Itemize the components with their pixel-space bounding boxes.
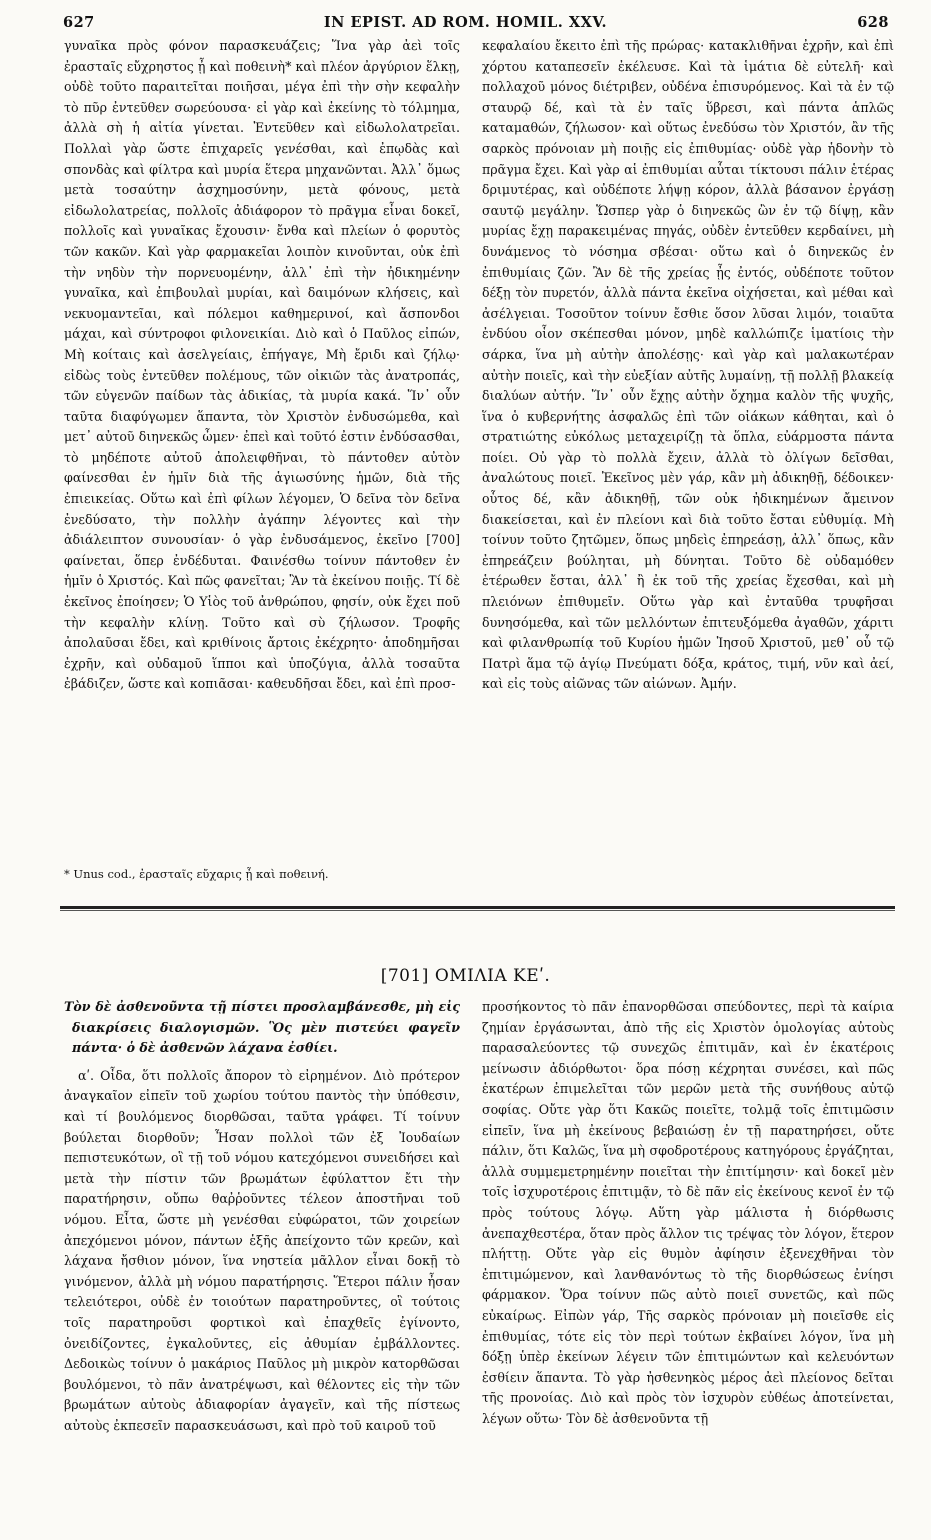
column-a-text: γυναῖκα πρὸς φόνον παρασκευάζεις; Ἵνα γὰρ ἀεὶ τοῖς ἐρασταῖς εὔχρηστος ᾖ καὶ ποθεινὴ* καὶ πλέον ἀργύριον ἕλκῃ, οὐδὲ τοῦτο παραιτεῖται ποιῆσαι, μέγα ἐπὶ τὴν σὴν κεφαλὴν τὸ πῦρ ἐντεῦθεν σωρεύουσα· εἰ γὰρ καὶ ἐκείνης τὸ τόλμημα, ἀλλὰ σὴ ἡ αἰτία γίνεται. Ἐντεῦθεν καὶ εἰδωλολατρεῖαι. Πολλαὶ γὰρ ὥστε ἐπιχαρεῖς γενέσθαι, καὶ ἐπῳδὰς καὶ σπονδὰς καὶ φίλτρα καὶ μυρία ἕτερα μηχανῶνται. Ἀλλ᾽ ὅμως μετὰ τοσαύτην ἀσχημοσύνην, μετὰ φόνους, μετὰ εἰδωλολατρείας, πολλοῖς ἀδιάφορον τὸ πρᾶγμα εἶναι δοκεῖ, πολλοῖς καὶ γυναῖκας ἔχουσιν· ἔνθα καὶ πλείων ὁ φορυτὸς τῶν κακῶν. Καὶ γὰρ φαρμακεῖαι λοιπὸν κινοῦνται, οὐκ ἐπὶ τὴν νηδὺν τὴν πορνευομένην, ἀλλ᾽ ἐπὶ τὴν ἠδικημένην γυναῖκα, καὶ ἐπιβουλαὶ μυρίαι, καὶ δαιμόνων κλήσεις, καὶ νεκυομαντεῖαι, καὶ πόλεμοι καθημερινοί, καὶ ἄσπονδοι μάχαι, καὶ σύντροφοι φιλονεικίαι. Διὸ καὶ ὁ Παῦλος εἰπών, Μὴ κοίταις καὶ ἀσελγείαις, ἐπήγαγε, Μὴ ἔριδι καὶ ζήλῳ· εἰδὼς τοὺς ἐντεῦθεν πολέμους, τῶν οἰκιῶν τὰς ἀνατροπάς, τῶν εὐγενῶν παίδων τὰς ἀδικίας, τὰ μυρία κακά. Ἵν᾽ οὖν ταῦτα διαφύγωμεν ἅπαντα, τὸν Χριστὸν ἐνδυσώμεθα, καὶ μετ᾽ αὐτοῦ διηνεκῶς ὦμεν· ἐπεὶ καὶ τοῦτό ἐστιν ἐνδύσασθαι, τὸ μηδέποτε αὐτοῦ ἀπολειφθῆναι, τὸ πάντοθεν αὐτὸν φαίνεσθαι ἐν ἡμῖν διὰ τῆς ἁγιωσύνης ἡμῶν, διὰ τῆς ἐπιεικείας. Οὕτω καὶ ἐπὶ φίλων λέγομεν, Ὁ δεῖνα τὸν δεῖνα ἐνεδύσατο, τὴν πολλὴν ἀγάπην λέγοντες καὶ τὴν ἀδιάλειπτον συνουσίαν· ὁ γὰρ ἐνδυσάμενος, ἐκεῖνο [700] φαίνεται, ὅπερ ἐνδέδυται. Φαινέσθω τοίνυν πάντοθεν ἐν ἡμῖν ὁ Χριστός. Καὶ πῶς φανεῖται; Ἂν τὰ ἐκείνου ποιῇς. Τί δὲ ἐκεῖνος ἐποίησεν; Ὁ Υἱὸς τοῦ ἀνθρώπου, φησίν, οὐκ ἔχει ποῦ τὴν κεφαλὴν κλίνῃ. Τοῦτο καὶ σὺ ζήλωσον. Τροφῆς ἀπολαῦσαι ἔδει, καὶ κριθίνοις ἄρτοις ἐκέχρητο· ἀποδημῆσαι ἐχρῆν, καὶ οὐδαμοῦ ἵπποι καὶ ὑποζύγια, ἀλλὰ τοσαῦτα ἐβάδιζεν, ὥστε καὶ κοπιᾶσαι· καθευδῆσαι ἔδει, καὶ ἐπὶ προσ-	[64, 38, 460, 692]
scripture-lemma: Τὸν δὲ ἀσθενοῦντα τῇ πίστει προσλαμβάνεσθε, μὴ εἰς διακρίσεις διαλογισμῶν. Ὃς μὲν πιστεύει φαγεῖν πάντα· ὁ δὲ ἀσθενῶν λάχανα ἐσθίει.	[64, 999, 460, 1056]
section-divider	[60, 906, 895, 909]
text-column-b	[482, 36, 894, 886]
text-column-d	[482, 997, 894, 1537]
section-divider-thin	[60, 910, 895, 911]
text-column-c	[64, 997, 460, 1537]
column-c-text: αʹ. Οἶδα, ὅτι πολλοῖς ἄπορον τὸ εἰρημένον. Διὸ πρότερον ἀναγκαῖον εἰπεῖν τοῦ χωρίου τούτου παντὸς τὴν ὑπόθεσιν, καὶ τί βουλόμενος διορθῶσαι, ταῦτα γράφει. Τί τοίνυν βούλεται διορθοῦν; Ἦσαν πολλοὶ τῶν ἐξ Ἰουδαίων πεπιστευκότων, οἳ τῇ τοῦ νόμου κατεχόμενοι συνειδήσει καὶ μετὰ τὴν πίστιν τῶν βρωμάτων ἐφύλαττον ἔτι τὴν παρατήρησιν, οὔπω θαῤῥοῦντες τέλεον ἀποστῆναι τοῦ νόμου. Εἶτα, ὥστε μὴ γενέσθαι εὐφώρατοι, τῶν χοιρείων ἀπεχόμενοι μόνον, πάντων ἑξῆς ἀπείχοντο τῶν κρεῶν, καὶ λάχανα ἤσθιον μόνον, ἵνα νηστεία μᾶλλον εἶναι δοκῇ τὸ γινόμενον, ἀλλὰ μὴ νόμου παρατήρησις. Ἕτεροι πάλιν ἦσαν τελειότεροι, οὐδὲ ἐν τοιούτων παρατηροῦντες, οἳ τούτοις τοῖς παρατηροῦσι φορτικοὶ καὶ ἐπαχθεῖς ἐγίνοντο, ὀνειδίζοντες, ἐγκαλοῦντες, εἰς ἀθυμίαν ἐμβάλλοντες. Δεδοικὼς τοίνυν ὁ μακάριος Παῦλος μὴ μικρὸν κατορθῶσαι βουλόμενοι, τὸ πᾶν ἀνατρέψωσι, καὶ θέλοντες εἰς τὴν τῶν βρωμάτων αὐτοὺς ἀδιαφορίαν ἀγαγεῖν, καὶ τῆς πίστεως αὐτοὺς ἐκπεσεῖν παρασκευάσωσι, καὶ πρὸ τοῦ καιροῦ τοῦ	[64, 1067, 460, 1433]
column-b-text: κεφαλαίου ἔκειτο ἐπὶ τῆς πρώρας· κατακλιθῆναι ἐχρῆν, καὶ ἐπὶ χόρτου καταπεσεῖν ἐκέλευσε. Καὶ τὰ ἱμάτια δὲ εὐτελῆ· καὶ πολλαχοῦ μόνος διέτριβεν, οὐδένα ἐπισυρόμενος. Καὶ τὰ ἐν τῷ σταυρῷ δέ, καὶ τὰ ἐν ταῖς ὕβρεσι, καὶ πάντα ἁπλῶς καταμαθών, ζήλωσον· καὶ οὕτως ἐνεδύσω τὸν Χριστόν, ἂν τῆς σαρκὸς πρόνοιαν μὴ ποιῇς εἰς ἐπιθυμίας· οὐδὲ γὰρ ἡδονὴν τὸ πρᾶγμα ἔχει. Καὶ γὰρ αἱ ἐπιθυμίαι αὗται τίκτουσι πάλιν ἑτέρας δριμυτέρας, καὶ οὐδέποτε λήψῃ κόρον, ἀλλὰ βάσανον ἐργάσῃ σαυτῷ μεγάλην. Ὥσπερ γὰρ ὁ διηνεκῶς ὢν ἐν τῷ δίψῃ, κἂν μυρίας ἔχῃ παρακειμένας πηγάς, οὐδὲν ἐντεῦθεν κερδαίνει, μὴ δυνάμενος τὸ νόσημα σβέσαι· οὕτω καὶ ὁ διηνεκῶς ἐν ἐπιθυμίαις ζῶν. Ἂν δὲ τῆς χρείας ᾖς ἐντός, οὐδέποτε τοῦτον δέξῃ τὸν πυρετόν, ἀλλὰ πάντα ἐκεῖνα οἰχήσεται, καὶ μέθαι καὶ ἀσέλγειαι. Τοσοῦτον τοίνυν ἔσθιε ὅσον λῦσαι λιμόν, τοιαῦτα ἐνδύου οἷον σκέπεσθαι μόνον, μηδὲ καλλώπιζε ἱματίοις τὴν σάρκα, ἵνα μὴ αὐτὴν ἀπολέσῃς· καὶ γὰρ καὶ μαλακωτέραν αὐτὴν ποιεῖς, καὶ τὴν εὐεξίαν αὐτῆς λυμαίνῃ, τῇ πολλῇ βλακείᾳ διαλύων αὐτήν. Ἵν᾽ οὖν ἔχῃς αὐτὴν ὄχημα καλὸν τῆς ψυχῆς, ἵνα ὁ κυβερνήτης ἀσφαλῶς ἐπὶ τῶν οἰάκων κάθηται, καὶ ὁ στρατιώτης εὐκόλως μεταχειρίζῃ τὰ ὅπλα, εὐάρμοστα πάντα ποίει. Οὐ γὰρ τὸ πολλὰ ἔχειν, ἀλλὰ τὸ ὀλίγων δεῖσθαι, ἀναλώτους ποιεῖ. Ἐκεῖνος μὲν γάρ, κἂν μὴ ἀδικηθῇ, δέδοικεν· οὗτος δέ, κἂν ἀδικηθῇ, τῶν οὐκ ἠδικημένων ἄμεινον διακείσεται, καὶ ἐν πλείονι καὶ διὰ τοῦτο ἔσται εὐθυμίᾳ. Μὴ τοίνυν τοῦτο ζητῶμεν, ὅπως μηδεὶς ἐπηρεάσῃ, ἀλλ᾽ ὅπως, κἂν ἐπηρεάζειν βούληται, μὴ δύνηται. Τοῦτο δὲ οὐδαμόθεν ἑτέρωθεν ἔσται, ἀλλ᾽ ἢ ἐκ τοῦ τῆς χρείας ἔχεσθαι, καὶ μὴ πλειόνων ἐπιθυμεῖν. Οὕτω γὰρ καὶ ἐνταῦθα τρυφῆσαι δυνησόμεθα, καὶ τῶν μελλόντων ἐπιτευξόμεθα ἀγαθῶν, χάριτι καὶ φιλανθρωπίᾳ τοῦ Κυρίου ἡμῶν Ἰησοῦ Χριστοῦ, μεθ᾽ οὗ τῷ Πατρὶ ἅμα τῷ ἁγίῳ Πνεύματι δόξα, κράτος, τιμή, νῦν καὶ ἀεί, καὶ εἰς τοὺς αἰῶνας τῶν αἰώνων. Ἀμήν.	[482, 38, 894, 692]
page-number-right: 628	[857, 14, 889, 31]
homily-title: [701] ΟΜΙΛΙΑ ΚΕʹ.	[380, 966, 551, 986]
text-column-a	[64, 36, 460, 804]
column-d-text: προσήκοντος τὸ πᾶν ἐπανορθῶσαι σπεύδοντες, περὶ τὰ καίρια ζημίαν ἐργάσωνται, ἀπὸ τῆς εἰς Χριστὸν ὁμολογίας αὐτοὺς παρασαλεύοντες τῷ συνεχῶς ἐπιτιμᾶν, καὶ ἐν ἑκατέροις μείνωσιν ἀδιόρθωτοι· ὅρα πόσῃ κέχρηται συνέσει, καὶ πῶς ἑκατέρων ἐπιμελεῖται τῶν μερῶν μετὰ τῆς συνήθους αὐτῷ σοφίας. Οὔτε γὰρ ὅτι Κακῶς ποιεῖτε, τολμᾷ τοῖς ἐπιτιμῶσιν εἰπεῖν, ἵνα μὴ ἐκείνους βεβαιώσῃ ἐν τῇ παρατηρήσει, οὔτε πάλιν, ὅτι Καλῶς, ἵνα μὴ σφοδροτέρους κατηγόρους ἐργάζηται, ἀλλὰ συμμεμετρημένην ποιεῖται τὴν ἐπιτίμησιν· καὶ δοκεῖ μὲν τοῖς ἰσχυροτέροις ἐπιτιμᾷν, τὸ δὲ πᾶν εἰς ἐκείνους κενοῖ ἐν τῷ πρὸς τούτους λόγῳ. Αὕτη γὰρ μάλιστα ἡ διόρθωσις ἀνεπαχθεστέρα, ὅταν πρὸς ἄλλον τις τρέψας τὸν λόγον, ἕτερον πλήττῃ. Οὔτε γὰρ εἰς θυμὸν ἀφίησιν ἐξενεχθῆναι τὸν ἐπιτιμώμενον, καὶ λανθανόντως τὸ τῆς διορθώσεως ἐνίησι φάρμακον. Ὅρα τοίνυν πῶς αὐτὸ ποιεῖ συνετῶς, καὶ πῶς εὐκαίρως. Εἰπὼν γάρ, Τῆς σαρκὸς πρόνοιαν μὴ ποιεῖσθε εἰς ἐπιθυμίας, τότε εἰς τὸν περὶ τούτων ἐκβαίνει λόγον, ἵνα μὴ δόξῃ ὑπὲρ ἐκείνων λέγειν τῶν ἐπιτιμώντων καὶ κελευόντων ἐσθίειν ἅπαντα. Τὸ γὰρ ἠσθενηκὸς μέρος ἀεὶ πλείονος δεῖται τῆς προνοίας. Διὸ καὶ πρὸς τὸν ἰσχυρὸν εὐθέως ἀποτείνεται, λέγων οὕτω· Τὸν δὲ ἀσθενοῦντα τῇ	[482, 999, 894, 1426]
page-number-left: 627	[63, 14, 95, 31]
footnote: * Unus cod., ἐρασταῖς εὔχαρις ᾖ καὶ ποθεινή.	[64, 867, 329, 881]
running-title: IN EPIST. AD ROM. HOMIL. XXV.	[323, 14, 608, 31]
